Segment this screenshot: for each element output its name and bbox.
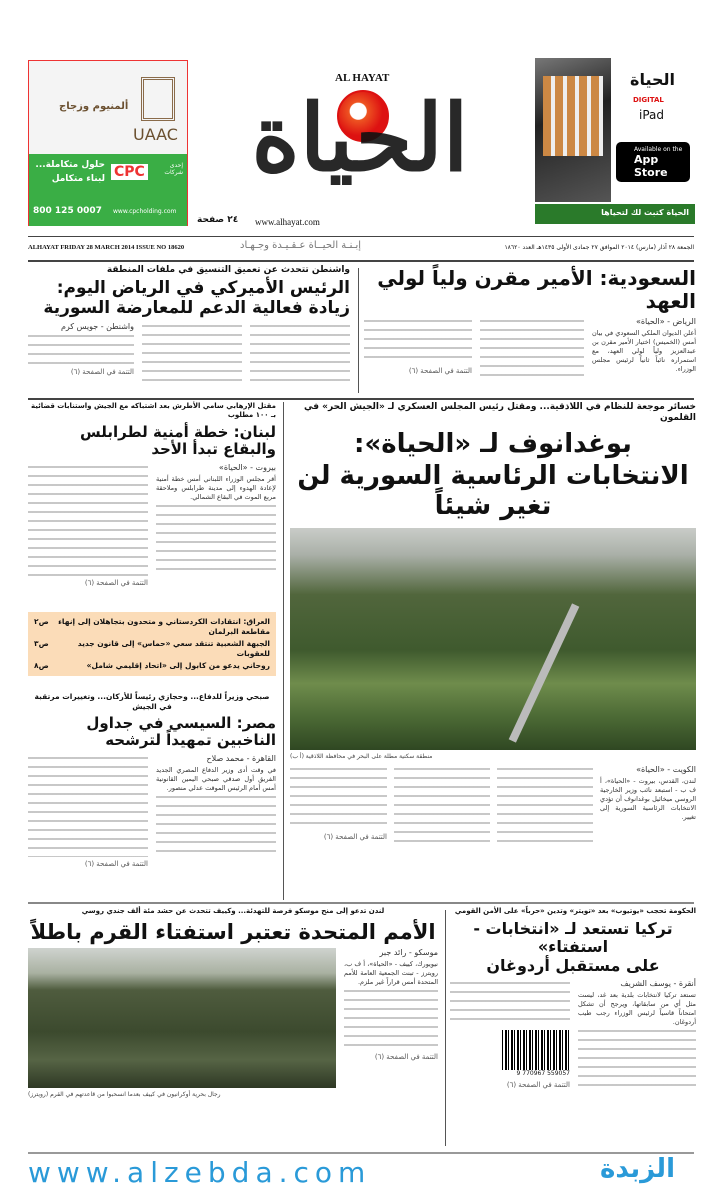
section-rule bbox=[28, 902, 694, 904]
turkey-byline: أنقرة - يوسف الشريف bbox=[620, 979, 696, 989]
cpc-banner bbox=[29, 154, 187, 226]
index-item[interactable]: روحاني يدعو من كابول إلى «اتحاد إقليمي شامل» ص٨ bbox=[34, 661, 270, 670]
turkey-lead: تستعد تركيا لانتخابات بلدية بعد غد، ليست مثل أي من سابقاتها، ويرجح أن تشكل امتحاناً قاسياً لرئيس الوزراء رجب طيب أردوغان. bbox=[578, 991, 696, 1027]
egypt-story bbox=[28, 692, 276, 869]
egypt-continued[interactable]: التتمة في الصفحة (٦) bbox=[84, 859, 148, 868]
saudi-headline[interactable]: السعودية: الأمير مقرن ولياً لولي العهد bbox=[377, 266, 696, 313]
un-story bbox=[28, 907, 438, 1099]
lebanon-story bbox=[28, 402, 276, 588]
cpc-slogan-1: حلول متكاملة... bbox=[35, 160, 105, 170]
saudi-byline: الرياض - «الحياة» bbox=[635, 317, 696, 326]
store-line-1: Available on the bbox=[634, 146, 683, 153]
lebanon-body-col-2 bbox=[28, 466, 148, 576]
index-item[interactable]: الجبهة الشعبية تنتقد سعي «حماس» إلى قانون جديد للعقوبات ص٣ bbox=[34, 639, 270, 658]
syria-lead: لندن، القدس، بيروت - «الحياة»، أ ف ب - استبعد نائب وزير الخارجية الروسي ميخائيل بوغدانوف أن تؤدي الانتخابات الرئاسية السورية إلى تغيير. bbox=[600, 776, 696, 821]
logo-arabic: الحياة bbox=[251, 84, 469, 192]
turkey-body-col-1 bbox=[578, 1030, 696, 1090]
syria-byline: الكويت - «الحياة» bbox=[636, 764, 696, 774]
digital-tagline: الحياة كتبت لك لتحياها bbox=[535, 204, 695, 224]
saudi-body-col-3 bbox=[364, 320, 472, 364]
syria-body-col-4 bbox=[290, 768, 387, 830]
digital-label: DIGITAL bbox=[633, 96, 664, 104]
syria-continued[interactable]: التتمة في الصفحة (٦) bbox=[323, 832, 387, 841]
turkey-headline-2[interactable]: على مستقبل أردوغان bbox=[486, 955, 660, 975]
cpc-slogan-2: لبناء متكامل bbox=[51, 174, 105, 184]
egypt-lead: في وقت أدى وزير الدفاع المصري الجديد الفريق أول صدقي صبحي اليمين القانونية أمس أمام الرئيس الموقت عدلي منصور. bbox=[156, 765, 276, 792]
us-continued[interactable]: التتمة في الصفحة (٦) bbox=[70, 368, 134, 377]
un-lead: نيويورك، كييف - «الحياة»، أ ف ب، رويترز - تبنت الجمعية العامة للأمم المتحدة أمس قراراً غير ملزم. bbox=[344, 960, 438, 987]
dateline-rule-bottom bbox=[28, 260, 694, 262]
un-continued[interactable]: التتمة في الصفحة (٦) bbox=[374, 1053, 438, 1062]
page-count: ٢٤ صفحة bbox=[197, 215, 239, 225]
egypt-kicker: صبحي وزيراً للدفاع... وحجازي رئيساً للأركان... وتغييرات مرتقبة في الجيش bbox=[34, 692, 270, 711]
un-kicker: لندن تدعو إلى منح موسكو فرصة للتهدئة... وكييف تتحدث عن حشد مئة ألف جندي روسي bbox=[81, 907, 385, 915]
ipad-image bbox=[535, 58, 611, 202]
syria-kicker: خسائر موجعة للنظام في اللاذقية... ومقتل رئيس المجلس العسكري لـ «الجيش الحر» في القلمون bbox=[304, 402, 696, 423]
us-headline-1[interactable]: الرئيس الأميركي في الرياض اليوم: bbox=[56, 278, 350, 298]
us-byline: واشنطن - جويس كرم bbox=[60, 322, 134, 332]
saudi-story bbox=[364, 265, 696, 382]
egypt-headline[interactable]: مصر: السيسي في جداول الناخبين تمهيداً لترشحه bbox=[86, 714, 276, 750]
lebanon-body-col-1 bbox=[156, 505, 276, 575]
ukrainian-sailors-photo bbox=[28, 948, 336, 1088]
turkey-continued[interactable]: التتمة في الصفحة (٦) bbox=[506, 1081, 570, 1090]
dateline-rule-top bbox=[28, 236, 694, 237]
turkey-headline-1[interactable]: تركيا تستعد لـ «انتخابات - استفتاء» bbox=[473, 919, 673, 957]
syria-story bbox=[290, 402, 696, 848]
egypt-byline: القاهرة - محمد صلاح bbox=[206, 753, 276, 763]
syria-body-col-2 bbox=[497, 768, 593, 848]
column-divider bbox=[283, 402, 284, 900]
ipad-label: iPad bbox=[639, 108, 665, 122]
watermark-url: www.alzebda.com bbox=[28, 1156, 372, 1189]
uaac-brand: UAAC bbox=[133, 125, 178, 144]
us-kicker: واشنطن تتحدث عن تعميق التنسيق في ملفات المنطقة bbox=[106, 265, 350, 275]
digital-brand: الحياة bbox=[630, 70, 676, 89]
barcode-number: 9 770967 559057 bbox=[516, 1070, 570, 1078]
uaac-logo bbox=[141, 77, 175, 121]
cpc-url: www.cpcholding.com bbox=[113, 208, 177, 215]
us-story bbox=[28, 265, 350, 381]
us-body-col-1 bbox=[250, 325, 350, 381]
alzebda-logo: الزبدة bbox=[600, 1154, 675, 1184]
inside-index-box bbox=[28, 612, 276, 676]
barcode bbox=[502, 1030, 570, 1070]
dateline-english: ALHAYAT FRIDAY 28 MARCH 2014 ISSUE NO 18620 bbox=[28, 244, 185, 251]
latakia-photo bbox=[290, 528, 696, 750]
lebanon-kicker: مقتل الإرهابي سامي الأطرش بعد اشتباكه مع الجيش واستنابات قضائية بـ ١٠٠ مطلوب bbox=[30, 402, 276, 419]
app-store-badge[interactable] bbox=[616, 142, 690, 182]
syria-body-col-3 bbox=[394, 768, 490, 848]
cpc-tag: إحدى شركات bbox=[164, 162, 183, 176]
column-divider bbox=[445, 910, 446, 1146]
footer-rule bbox=[28, 1152, 694, 1154]
egypt-body-col-2 bbox=[28, 757, 148, 857]
lebanon-continued[interactable]: التتمة في الصفحة (٦) bbox=[84, 578, 148, 587]
turkey-body-col-2 bbox=[450, 982, 570, 1026]
dateline-arabic: الجمعة ٢٨ آذار (مارس) ٢٠١٤ الموافق ٢٧ جمادى الأولى ١٤٣٥هـ العدد ١٨٦٢٠ bbox=[504, 244, 694, 251]
egypt-body-col-1 bbox=[156, 796, 276, 856]
us-body-col-2 bbox=[142, 325, 242, 381]
turkey-story bbox=[450, 907, 696, 1090]
lebanon-headline[interactable]: لبنان: خطة أمنية لطرابلس والبقاع تبدأ الأحد bbox=[80, 423, 276, 459]
un-photo-caption: رجال بحرية أوكرانيون في كييف بعدما انسحبوا من قاعدتهم في القرم (رويترز) bbox=[28, 1091, 221, 1099]
syria-photo-caption: منطقة سكنية مطلة على البحر في محافظة اللاذقية (أ ب) bbox=[290, 752, 433, 760]
un-body-col bbox=[344, 990, 438, 1050]
turkey-kicker: الحكومة تحجب «يوتيوب» بعد «تويتر» وتدين «حرباً» على الأمن القومي bbox=[454, 907, 696, 915]
dateline-motto: إبـنـة الحيــاة عـقـيـدة وجـهـاد bbox=[240, 240, 362, 251]
syria-headline-1[interactable]: بوغدانوف لـ «الحياة»: bbox=[354, 429, 632, 459]
uaac-brand-ar: ألمنيوم وزجاج bbox=[59, 101, 129, 112]
logo-latin: AL HAYAT bbox=[335, 72, 390, 84]
syria-headline-2[interactable]: الانتخابات الرئاسية السورية لن تغير شيئاً bbox=[297, 460, 689, 521]
un-headline[interactable]: الأمم المتحدة تعتبر استفتاء القرم باطلاً bbox=[30, 920, 436, 944]
saudi-lead: أعلن الديوان الملكي السعودي في بيان أمس (الخميس) اختيار الأمير مقرن بن عبدالعزيز ولياً لولي العهد، مع استمراره نائباً ثانياً لرئيس مجلس الوزراء. bbox=[592, 329, 696, 373]
saudi-body-col-2 bbox=[480, 320, 584, 382]
lebanon-byline: بيروت - «الحياة» bbox=[218, 462, 276, 472]
masthead-logo bbox=[197, 62, 495, 232]
saudi-continued[interactable]: التتمة في الصفحة (٦) bbox=[408, 367, 472, 375]
cpc-advertisement[interactable] bbox=[28, 60, 188, 226]
section-rule bbox=[28, 398, 694, 400]
cpc-logo: CPC bbox=[111, 164, 148, 180]
website[interactable]: www.alhayat.com bbox=[255, 217, 320, 227]
lebanon-lead: أقر مجلس الوزراء اللبناني أمس خطة أمنية لإعادة الهدوء إلى مدينة طرابلس وملاحقة مربع الموت في البقاع الشمالي. bbox=[156, 474, 276, 501]
store-line-2: App Store bbox=[634, 153, 668, 179]
digital-ipad-advertisement[interactable] bbox=[535, 58, 695, 224]
index-item[interactable]: العراق: انتقادات الكردستاني و متحدون بتجاهلان إلى إنهاء مقاطعة البرلمان ص٢ bbox=[34, 617, 270, 636]
cpc-phone: 800 125 0007 bbox=[33, 206, 102, 216]
un-byline: موسكو - رائد جبر bbox=[379, 948, 438, 958]
us-body-col-3 bbox=[28, 335, 134, 365]
us-headline-2[interactable]: زيادة فعالية الدعم للمعارضة السورية bbox=[43, 297, 350, 318]
column-divider bbox=[358, 268, 359, 393]
